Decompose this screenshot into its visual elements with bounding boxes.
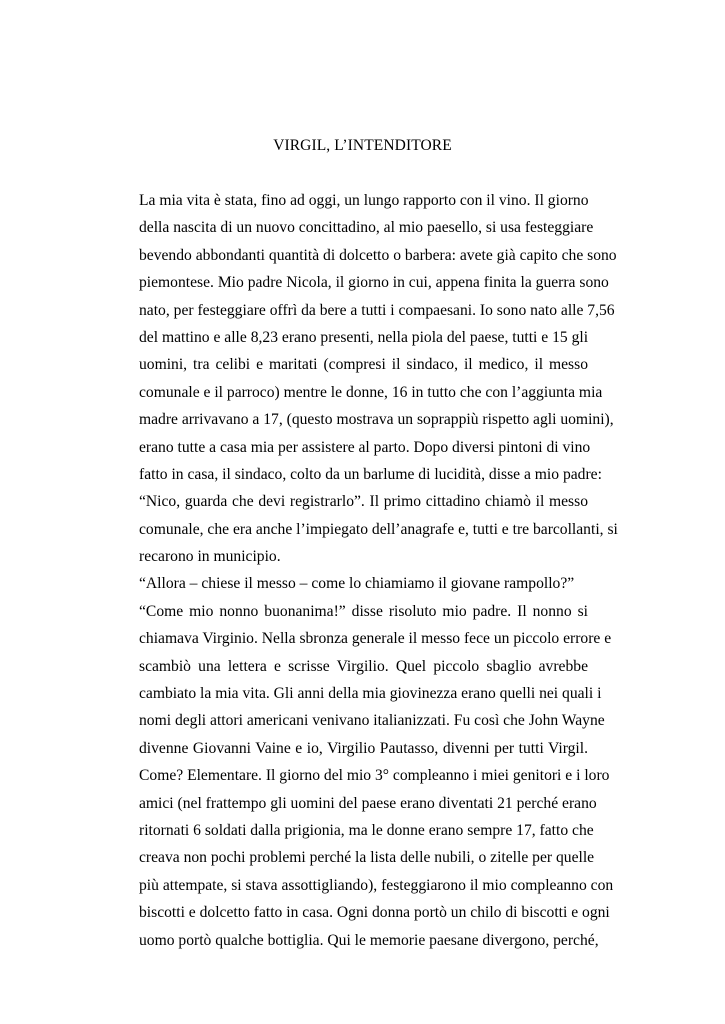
text-line: Come? Elementare. Il giorno del mio 3° compleanno i miei genitori e i loro (139, 767, 610, 785)
text-line: comunale e il parroco) mentre le donne, 16 in tutto che con l’aggiunta mia (139, 383, 603, 401)
text-line: uomini, tra celibi e maritati (compresi il sindaco, il medico, il messo (139, 356, 588, 374)
text-line: “Allora – chiese il messo – come lo chiamiamo il giovane rampollo?” (139, 575, 575, 593)
text-line: “Nico, guarda che devi registrarlo”. Il primo cittadino chiamò il messo (139, 493, 588, 511)
text-line: più attempate, si stava assottigliando), festeggiarono il mio compleanno con (139, 876, 614, 894)
text-line: fatto in casa, il sindaco, colto da un barlume di lucidità, disse a mio padre: (139, 465, 602, 483)
text-line: del mattino e alle 8,23 erano presenti, nella piola del paese, tutti e 15 gli (139, 328, 589, 346)
text-line: nomi degli attori americani venivano italianizzati. Fu così che John Wayne (139, 712, 605, 730)
text-line: creava non pochi problemi perché la lista delle nubili, o zitelle per quelle (139, 849, 595, 867)
text-line: nato, per festeggiare offrì da bere a tutti i compaesani. Io sono nato alle 7,56 (139, 301, 615, 319)
text-line: comunale, che era anche l’impiegato dell’anagrafe e, tutti e tre barcollanti, si (139, 520, 618, 538)
text-line: uomo portò qualche bottiglia. Qui le memorie paesane divergono, perché, (139, 931, 599, 949)
text-line: erano tutte a casa mia per assistere al parto. Dopo diversi pintoni di vino (139, 438, 591, 456)
text-line: “Come mio nonno buonanima!” disse risoluto mio padre. Il nonno si (139, 602, 588, 620)
text-line: cambiato la mia vita. Gli anni della mia giovinezza erano quelli nei quali i (139, 685, 602, 703)
text-line: bevendo abbondanti quantità di dolcetto o barbera: avete già capito che sono (139, 246, 617, 264)
text-line: divenne Giovanni Vaine e io, Virgilio Pautasso, divenni per tutti Virgil. (139, 739, 588, 757)
text-line: amici (nel frattempo gli uomini del paese erano diventati 21 perché erano (139, 794, 597, 812)
text-line: piemontese. Mio padre Nicola, il giorno in cui, appena finita la guerra sono (139, 274, 609, 292)
text-line: della nascita di un nuovo concittadino, al mio paesello, si usa festeggiare (139, 219, 594, 237)
text-line: ritornati 6 soldati dalla prigionia, ma le donne erano sempre 17, fatto che (139, 821, 594, 839)
text-line: madre arrivavano a 17, (questo mostrava un soprappiù rispetto agli uomini), (139, 411, 614, 429)
text-line: recarono in municipio. (139, 548, 281, 566)
text-line: La mia vita è stata, fino ad oggi, un lungo rapporto con il vino. Il giorno (139, 192, 589, 209)
page-title: VIRGIL, L’INTENDITORE (273, 137, 452, 154)
text-line: scambiò una lettera e scrisse Virgilio. Quel piccolo sbaglio avrebbe (139, 657, 588, 675)
text-line: biscotti e dolcetto fatto in casa. Ogni donna portò un chilo di biscotti e ogni (139, 904, 610, 922)
text-line: chiamava Virginio. Nella sbronza generale il messo fece un piccolo errore e (139, 630, 612, 648)
body-text (139, 187, 618, 954)
